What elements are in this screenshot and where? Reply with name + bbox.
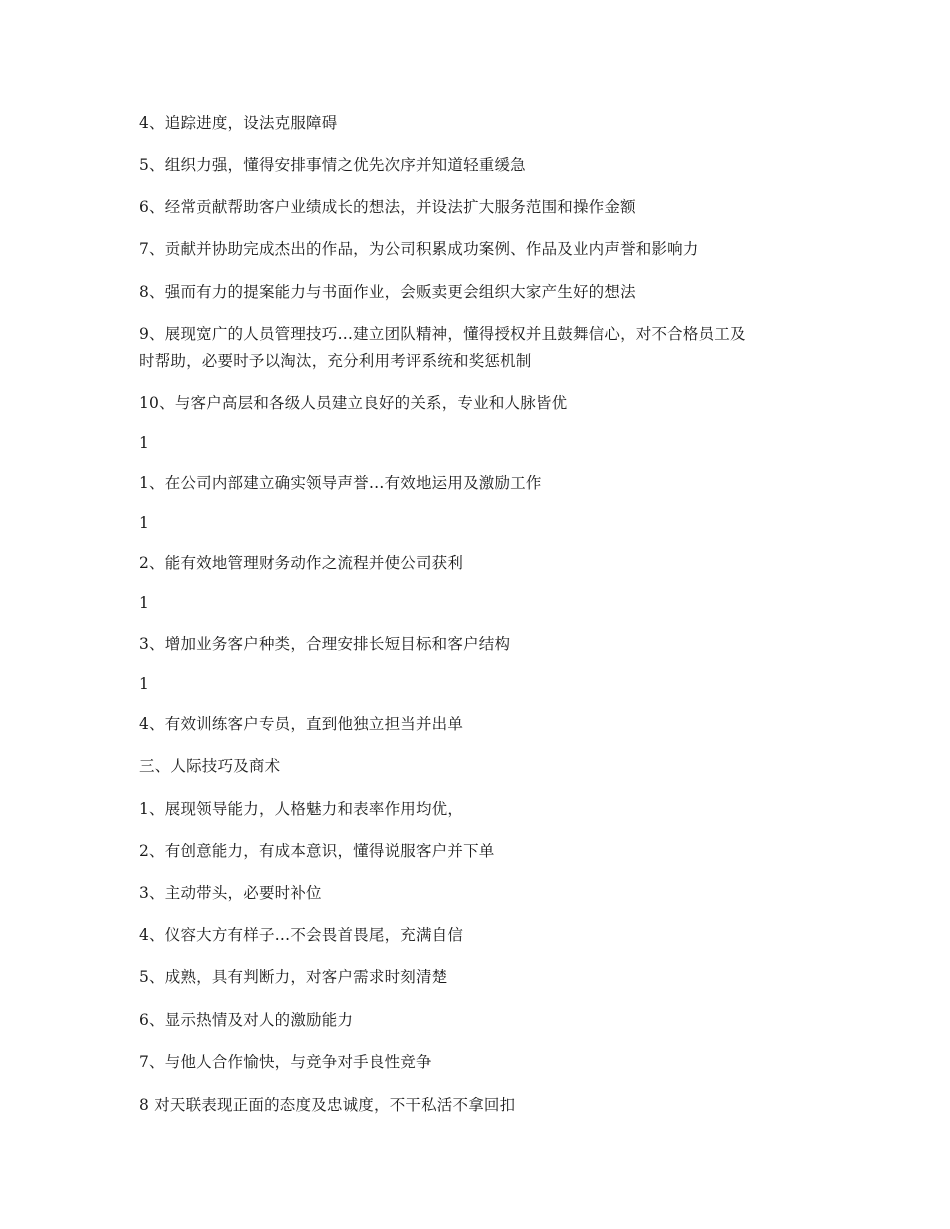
text-line: 8、强而有力的提案能力与书面作业，会贩卖更会组织大家产生好的想法: [139, 283, 636, 301]
text-line: 1、在公司内部建立确实领导声誉…有效地运用及激励工作: [139, 474, 542, 492]
text-line: 1: [139, 514, 150, 532]
text-line: 8 对天联表现正面的态度及忠诚度，不干私活不拿回扣: [139, 1096, 516, 1114]
text-line: 10、与客户高层和各级人员建立良好的关系，专业和人脉皆优: [139, 394, 568, 412]
text-line: 1: [139, 675, 150, 693]
text-line: 3、主动带头，必要时补位: [139, 884, 322, 902]
text-line: 3、增加业务客户种类，合理安排长短目标和客户结构: [139, 635, 511, 653]
text-line: 1、展现领导能力，人格魅力和表率作用均优，: [139, 800, 464, 818]
text-line: 6、显示热情及对人的激励能力: [139, 1011, 354, 1029]
text-line: 7、贡献并协助完成杰出的作品，为公司积累成功案例、作品及业内声誉和影响力: [139, 240, 699, 258]
text-line: 5、组织力强，懂得安排事情之优先次序并知道轻重缓急: [139, 156, 526, 174]
text-line: 4、仪容大方有样子…不会畏首畏尾，充满自信: [139, 926, 464, 944]
text-line: 2、有创意能力，有成本意识，懂得说服客户并下单: [139, 842, 495, 860]
text-line: 时帮助，必要时予以淘汰，充分利用考评系统和奖惩机制: [139, 352, 532, 370]
text-line: 7、与他人合作愉快，与竞争对手良性竞争: [139, 1053, 432, 1071]
text-line: 1: [139, 594, 150, 612]
text-line: 9、展现宽广的人员管理技巧…建立团队精神，懂得授权并且鼓舞信心，对不合格员工及: [139, 325, 746, 343]
text-line: 6、经常贡献帮助客户业绩成长的想法，并设法扩大服务范围和操作金额: [139, 198, 636, 216]
text-line: 5、成熟，具有判断力，对客户需求时刻清楚: [139, 968, 448, 986]
section-heading: 三、人际技巧及商术: [139, 757, 281, 775]
text-line: 4、追踪进度，设法克服障碍: [139, 114, 338, 132]
text-line: 4、有效训练客户专员，直到他独立担当并出单: [139, 715, 464, 733]
text-line: 1: [139, 434, 150, 452]
text-line: 2、能有效地管理财务动作之流程并使公司获利: [139, 554, 464, 572]
